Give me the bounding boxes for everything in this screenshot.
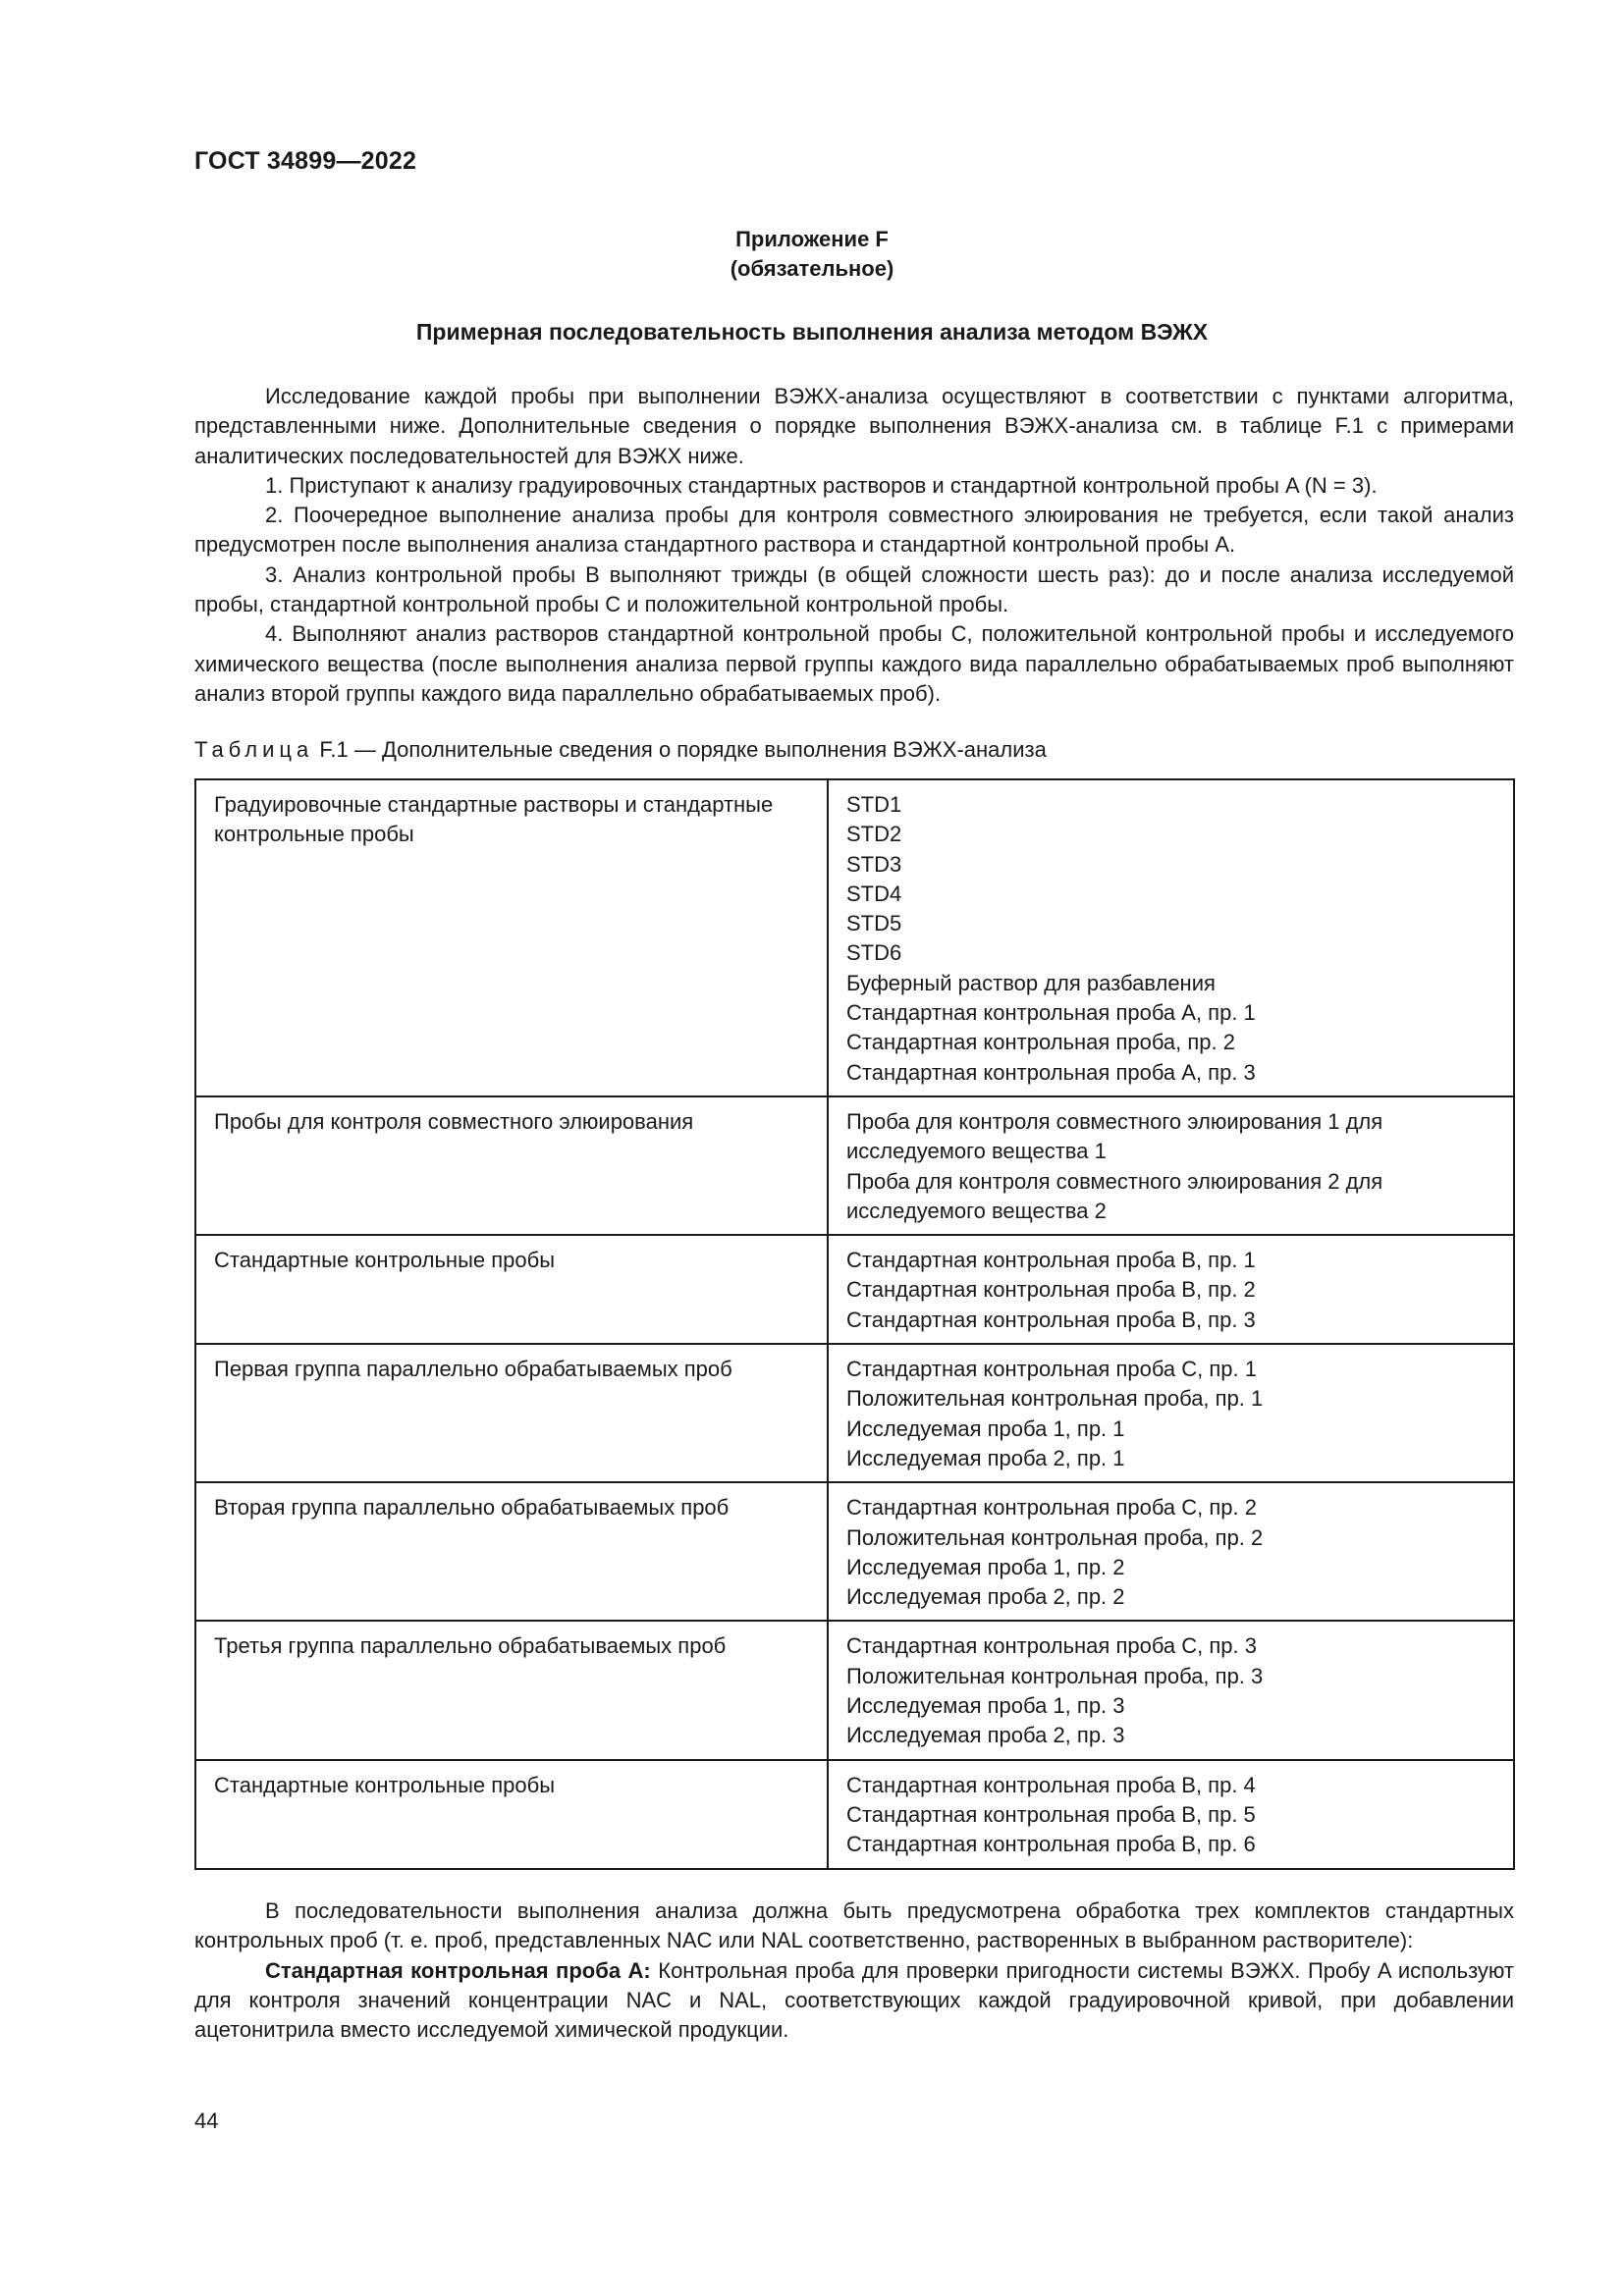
table-item: Стандартная контрольная проба B, пр. 1 bbox=[846, 1248, 1256, 1273]
table-cell-category: Первая группа параллельно обрабатываемых проб bbox=[195, 1344, 828, 1482]
table-item: Стандартная контрольная проба B, пр. 2 bbox=[846, 1277, 1256, 1303]
table-cell-category: Третья группа параллельно обрабатываемых проб bbox=[195, 1621, 828, 1759]
table-item: STD1 bbox=[846, 792, 902, 817]
sequence-table bbox=[194, 778, 1515, 1870]
definition-text: Контрольная проба для проверки пригодности системы ВЭЖХ. Пробу A используют для контроля значений концентрации NAC и NAL, соответствующих каждой градуировочной кривой, при добавлении ацетонитрила вместо исследуемой химической продукции. bbox=[194, 1957, 1515, 2043]
intro-section bbox=[194, 382, 1514, 709]
table-item: Исследуемая проба 1, пр. 1 bbox=[846, 1415, 1125, 1441]
table-item: Стандартная контрольная проба C, пр. 1 bbox=[846, 1357, 1257, 1382]
intro-step-4: 4. Выполняют анализ растворов стандартной контрольной пробы C, положительной контрольной пробы и исследуемого химического вещества (после выполнения анализа первой группы каждого вида параллельно обрабатываемых проб выполняют анализ второй группы каждого вида параллельно обрабатываемых проб). bbox=[194, 621, 1514, 706]
table-row bbox=[195, 1344, 1514, 1482]
definition-term: Стандартная контрольная проба A: bbox=[265, 1957, 651, 1983]
intro-step-1: 1. Приступают к анализу градуировочных стандартных растворов и стандартной контрольной пробы A (N = 3). bbox=[265, 472, 1378, 498]
table-item: STD6 bbox=[846, 940, 902, 966]
table-item: Стандартная контрольная проба, пр. 2 bbox=[846, 1030, 1235, 1055]
table-caption-label: Таблица bbox=[194, 737, 314, 762]
table-item: Проба для контроля совместного элюирования 1 для исследуемого вещества 1 bbox=[846, 1108, 1383, 1164]
definition-paragraph bbox=[194, 1956, 1514, 2046]
table-caption bbox=[194, 735, 1047, 765]
table-item: Стандартная контрольная проба A, пр. 3 bbox=[846, 1059, 1256, 1085]
table-cell-items bbox=[828, 779, 1514, 1096]
table-cell-category: Пробы для контроля совместного элюирования bbox=[195, 1096, 828, 1235]
appendix-heading bbox=[0, 225, 1624, 284]
table-item: Положительная контрольная проба, пр. 1 bbox=[846, 1386, 1264, 1412]
table-item: STD4 bbox=[846, 881, 902, 906]
table-item: STD5 bbox=[846, 911, 902, 936]
table-item: Стандартная контрольная проба C, пр. 3 bbox=[846, 1633, 1257, 1659]
table-item: Проба для контроля совместного элюирования 2 для исследуемого вещества 2 bbox=[846, 1168, 1383, 1223]
table-cell-items bbox=[828, 1344, 1514, 1482]
table-item: Положительная контрольная проба, пр. 2 bbox=[846, 1524, 1264, 1550]
table-cell-category: Стандартные контрольные пробы bbox=[195, 1760, 828, 1869]
appendix-title: Приложение F bbox=[735, 227, 889, 251]
table-item: Исследуемая проба 1, пр. 2 bbox=[846, 1554, 1125, 1579]
table-row bbox=[195, 1482, 1514, 1621]
intro-step-2: 2. Поочередное выполнение анализа пробы для контроля совместного элюирования не требуется, если такой анализ предусмотрен после выполнения анализа стандартного раствора и стандартной контрольной пробы A. bbox=[194, 503, 1514, 558]
table-item: Стандартная контрольная проба B, пр. 4 bbox=[846, 1772, 1256, 1797]
table-item: Стандартная контрольная проба B, пр. 6 bbox=[846, 1832, 1256, 1857]
document-header: ГОСТ 34899—2022 bbox=[194, 147, 417, 175]
table-item: Исследуемая проба 2, пр. 1 bbox=[846, 1445, 1125, 1470]
table-cell-items bbox=[828, 1482, 1514, 1621]
table-cell-items bbox=[828, 1235, 1514, 1344]
appendix-status: (обязательное) bbox=[730, 256, 894, 281]
table-item: Исследуемая проба 1, пр. 3 bbox=[846, 1693, 1125, 1719]
table-caption-text: F.1 — Дополнительные сведения о порядке выполнения ВЭЖХ-анализа bbox=[319, 737, 1047, 762]
intro-paragraph: Исследование каждой пробы при выполнении ВЭЖХ-анализа осуществляют в соответствии с пунктами алгоритма, представленными ниже. Дополнительные сведения о порядке выполнения ВЭЖХ-анализа см. в таблице F.1 с примерами аналитических последовательностей для ВЭЖХ ниже. bbox=[194, 384, 1514, 468]
table-item: STD2 bbox=[846, 822, 902, 847]
table-cell-category: Стандартные контрольные пробы bbox=[195, 1235, 828, 1344]
document-title: Примерная последовательность выполнения анализа методом ВЭЖХ bbox=[415, 319, 1209, 345]
table-cell-items bbox=[828, 1096, 1514, 1235]
table-item: STD3 bbox=[846, 851, 902, 877]
table-item: Стандартная контрольная проба A, пр. 1 bbox=[846, 1000, 1256, 1026]
table-item: Буферный раствор для разбавления bbox=[846, 970, 1216, 995]
table-row bbox=[195, 779, 1514, 1096]
table-row bbox=[195, 1621, 1514, 1759]
table-item: Стандартная контрольная проба B, пр. 3 bbox=[846, 1307, 1256, 1332]
table-item: Стандартная контрольная проба B, пр. 5 bbox=[846, 1801, 1256, 1827]
table-row bbox=[195, 1235, 1514, 1344]
outro-section bbox=[194, 1896, 1514, 2045]
table-item: Стандартная контрольная проба C, пр. 2 bbox=[846, 1495, 1257, 1521]
table-item: Положительная контрольная проба, пр. 3 bbox=[846, 1663, 1264, 1688]
table-item: Исследуемая проба 2, пр. 2 bbox=[846, 1584, 1125, 1610]
table-cell-items bbox=[828, 1621, 1514, 1759]
sequence-table-body bbox=[195, 779, 1514, 1869]
table-row bbox=[195, 1096, 1514, 1235]
page-number: 44 bbox=[194, 2109, 219, 2133]
table-cell-category: Градуировочные стандартные растворы и стандартные контрольные пробы bbox=[195, 779, 828, 1096]
outro-paragraph: В последовательности выполнения анализа должна быть предусмотрена обработка трех комплектов стандартных контрольных проб (т. е. проб, представленных NAC или NAL соответственно, растворенных в выбранном растворителе): bbox=[194, 1898, 1514, 1953]
table-row bbox=[195, 1760, 1514, 1869]
table-cell-category: Вторая группа параллельно обрабатываемых проб bbox=[195, 1482, 828, 1621]
table-cell-items bbox=[828, 1760, 1514, 1869]
table-item: Исследуемая проба 2, пр. 3 bbox=[846, 1723, 1125, 1748]
intro-step-3: 3. Анализ контрольной пробы B выполняют трижды (в общей сложности шесть раз): до и после анализа исследуемой пробы, стандартной контрольной пробы C и положительной контрольной пробы. bbox=[194, 561, 1514, 617]
